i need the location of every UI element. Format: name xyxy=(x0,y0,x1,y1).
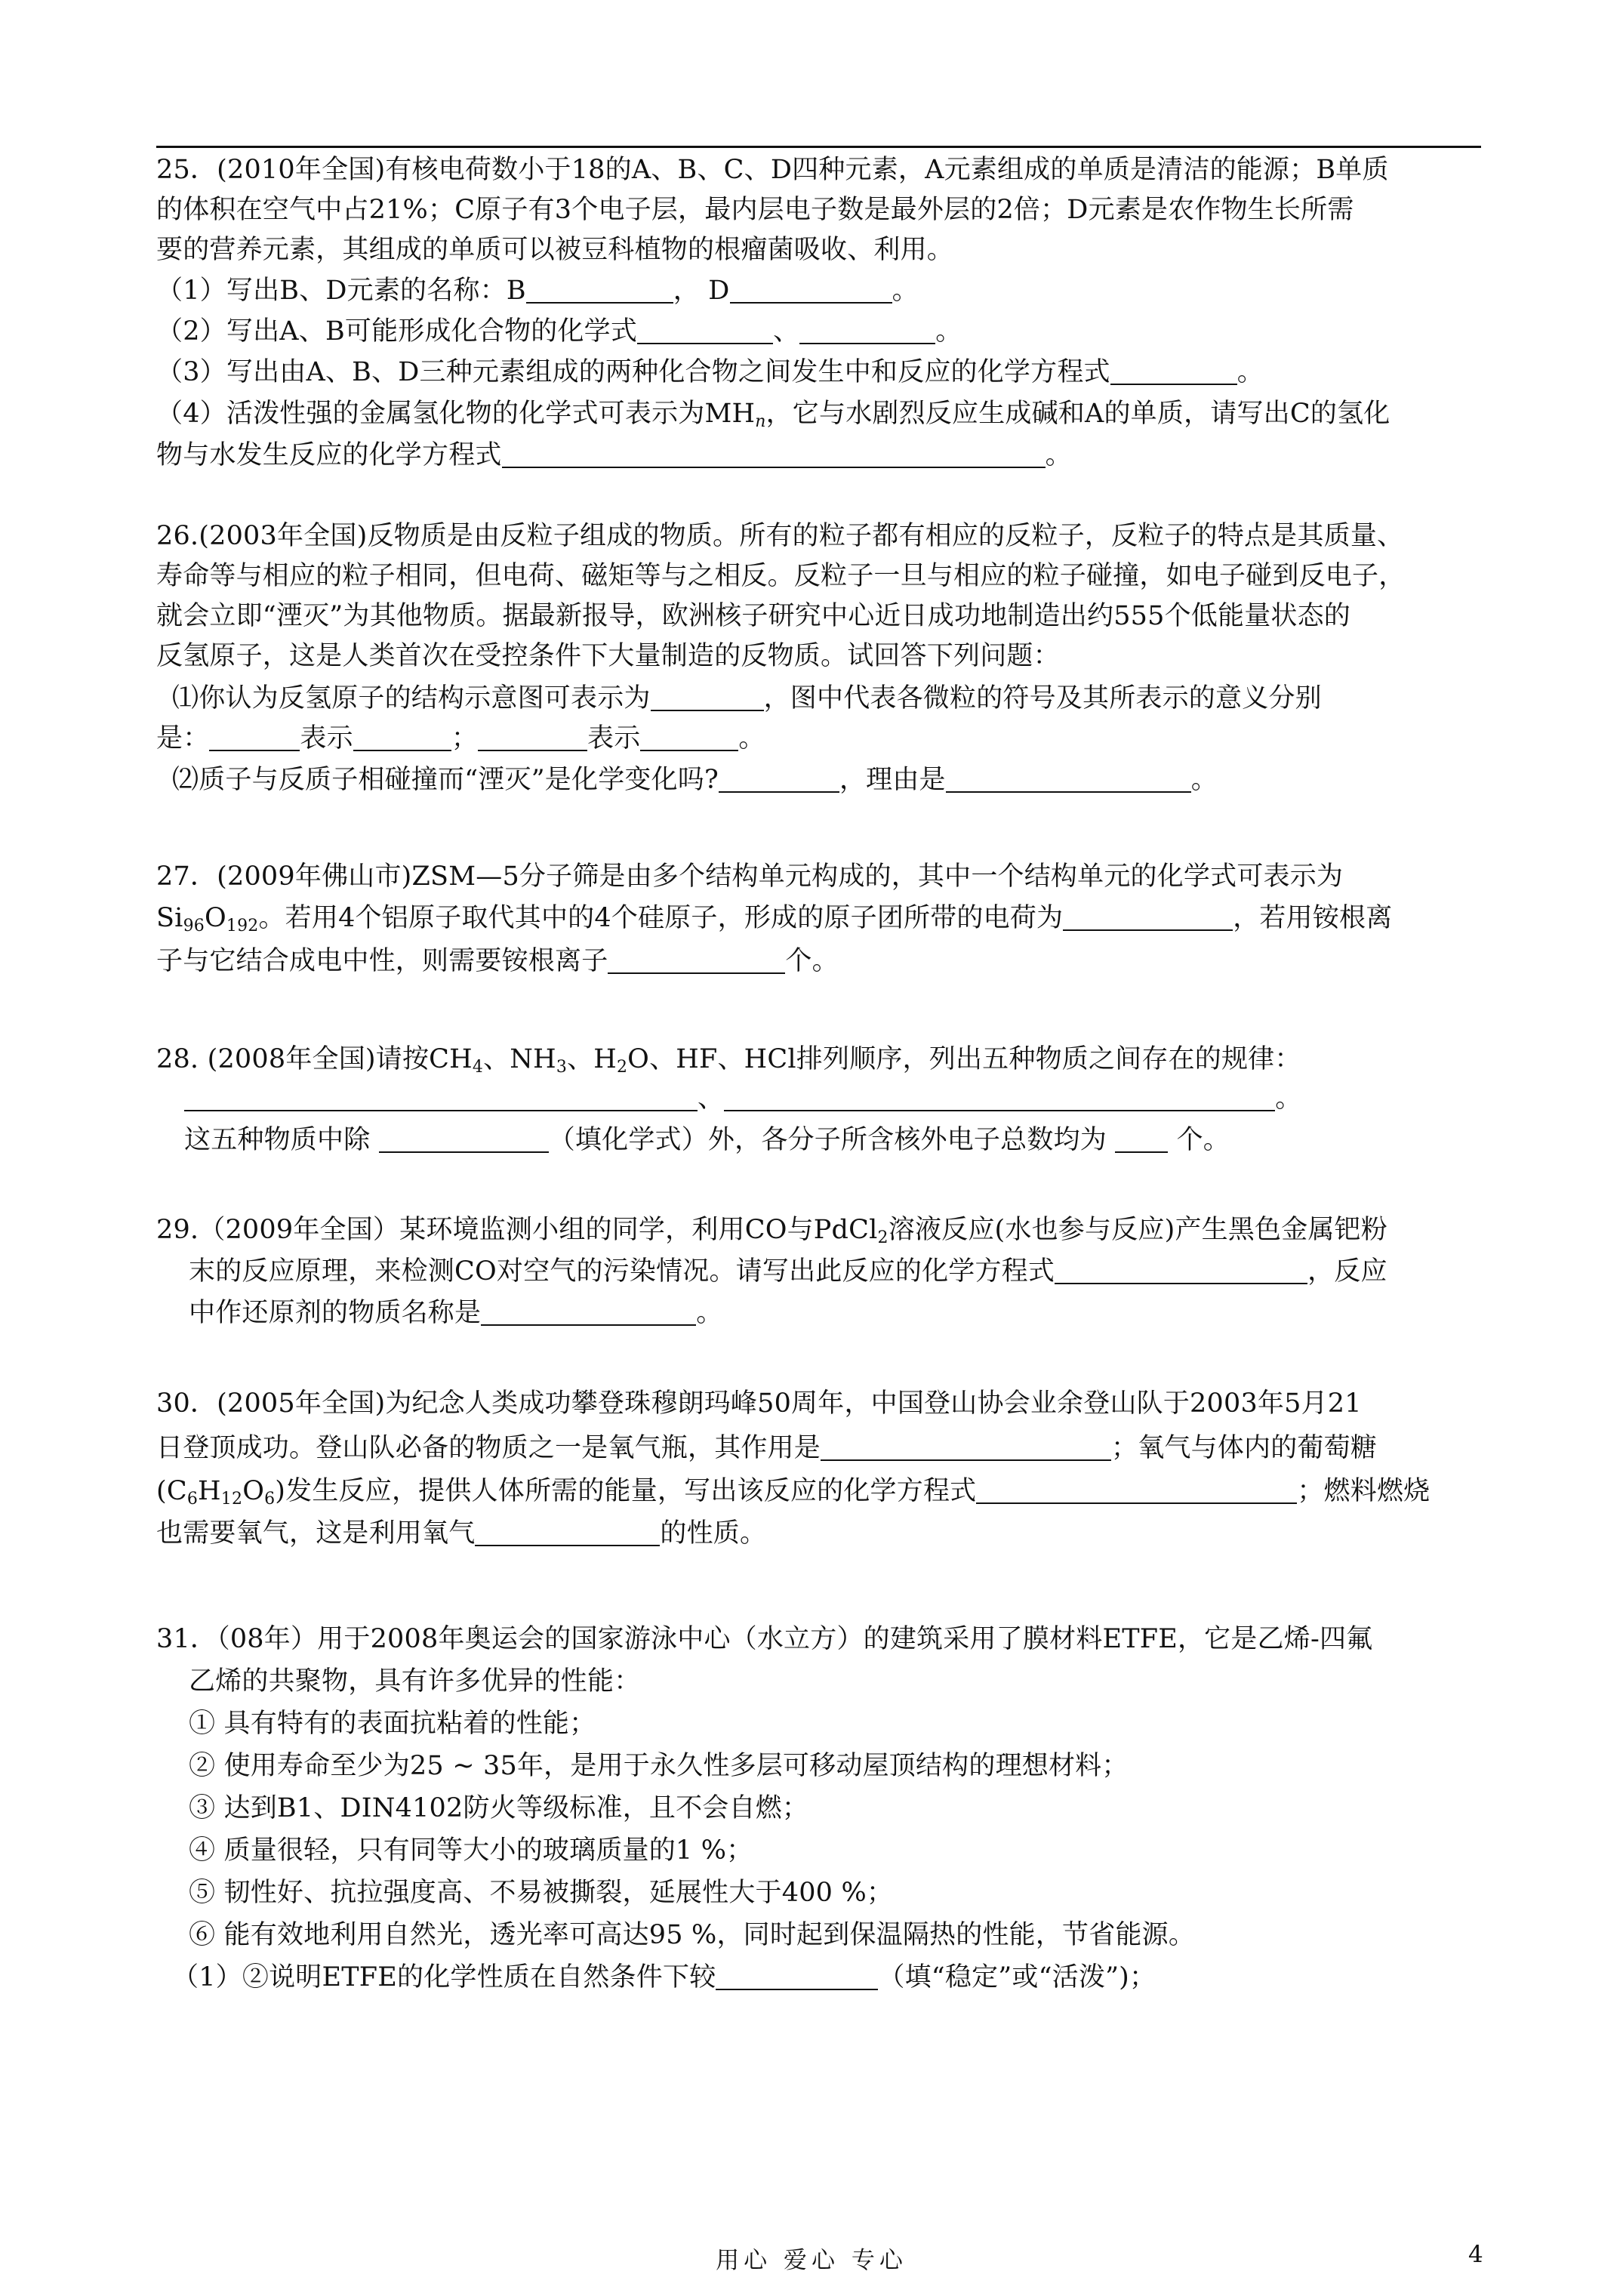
q26-part-1-text-d: 表示 xyxy=(300,723,353,754)
q25-part-3 xyxy=(156,355,1264,390)
q31-part-1-end: （填“稳定”或“活泼”)； xyxy=(878,1962,1156,1992)
q28-sub-3: 2 xyxy=(616,1058,628,1077)
q26-part-1-text-c: 是： xyxy=(156,723,210,754)
q25-part-2-text: （2）写出A、B可能形成化合物的化学式 xyxy=(156,316,638,347)
q27-line-3-end: 个。 xyxy=(785,946,839,976)
q30-line-3-text: )发生反应，提供人体所需的能量，写出该反应的化学方程式 xyxy=(275,1476,977,1506)
q26-line-4: 反氢原子，这是人类首次在受控条件下大量制造的反物质。试回答下列问题： xyxy=(156,641,1060,671)
answer-blank[interactable] xyxy=(719,764,839,793)
q28-text-a: 28. (2008年全国)请按CH xyxy=(156,1044,473,1074)
q31-item: ① 具有特有的表面抗粘着的性能； xyxy=(189,1709,596,1739)
q28-line-1 xyxy=(156,1042,1301,1077)
q25-line-1: 25．(2010年全国)有核电荷数小于18的A、B、C、D四种元素，A元素组成的单质是清洁的能源；B单质 xyxy=(156,155,1389,185)
q25-part-3-text: （3）写出由A、B、D三种元素组成的两种化合物之间发生中和反应的化学方程式 xyxy=(156,357,1110,387)
q26-part-2 xyxy=(172,763,1218,797)
q25-part-2-sep: 、 xyxy=(773,316,800,347)
q25-part-4-sub: n xyxy=(755,412,766,431)
q25-part-4-text: （4）活泼性强的金属氢化物的化学式可表示为MH xyxy=(156,399,756,429)
q25-part-1-text: （1）写出B、D元素的名称：B xyxy=(156,276,526,306)
q29-line-2 xyxy=(189,1254,1387,1289)
answer-blank[interactable] xyxy=(379,1124,549,1153)
q29-text-a: 29.（2009年全国）某环境监测小组的同学，利用CO与PdCl xyxy=(156,1215,878,1245)
q25-part-4-line-2 xyxy=(156,438,1072,473)
answer-blank[interactable] xyxy=(481,1297,696,1326)
answer-blank[interactable] xyxy=(637,316,773,344)
answer-blank[interactable] xyxy=(478,723,587,751)
q30-sub-2: 12 xyxy=(220,1490,243,1509)
q30-line-4-end: 的性质。 xyxy=(660,1518,767,1549)
q27-line-3-text: 子与它结合成电中性，则需要铵根离子 xyxy=(156,946,608,976)
q26-part-1-end: 。 xyxy=(738,723,765,754)
q31-line-2: 乙烯的共聚物，具有许多优异的性能： xyxy=(189,1666,641,1697)
q27-formula-o: O xyxy=(204,903,226,933)
answer-blank[interactable] xyxy=(608,945,785,974)
q30-line-3 xyxy=(156,1474,1430,1509)
q25-part-2-end: 。 xyxy=(935,316,962,347)
answer-blank[interactable] xyxy=(640,723,738,751)
q26-part-1-line-2 xyxy=(156,721,765,756)
answer-blank[interactable] xyxy=(1110,356,1237,385)
q30-h: H xyxy=(198,1476,221,1506)
q30-line-3-end: ；燃料燃烧 xyxy=(1297,1476,1431,1506)
q26-part-1-text: ⑴你认为反氢原子的结构示意图可表示为 xyxy=(172,683,651,713)
q25-part-1 xyxy=(156,273,919,308)
page-number: 4 xyxy=(1468,2241,1483,2268)
answer-blank[interactable] xyxy=(651,683,764,711)
q27-formula-sub-2: 192 xyxy=(226,917,259,935)
answer-blank[interactable] xyxy=(526,275,673,304)
q25-line-2: 的体积在空气中占21%；C原子有3个电子层，最内层电子数是最外层的2倍；D元素是农作物生长所需 xyxy=(156,195,1354,225)
q29-line-3 xyxy=(189,1296,722,1330)
q28-line-2-end: 。 xyxy=(1275,1083,1302,1114)
q28-line-3 xyxy=(184,1123,1230,1157)
q31-item: ④ 质量很轻，只有同等大小的玻璃质量的1 %； xyxy=(189,1835,753,1866)
answer-blank[interactable] xyxy=(976,1475,1297,1504)
q30-line-4-text: 也需要氧气，这是利用氧气 xyxy=(156,1518,476,1549)
q31-part-1-text: （1）②说明ETFE的化学性质在自然条件下较 xyxy=(172,1962,716,1992)
answer-blank[interactable] xyxy=(209,723,300,751)
answer-blank[interactable] xyxy=(1063,902,1233,931)
answer-blank[interactable] xyxy=(1055,1256,1307,1284)
q27-line-3 xyxy=(156,944,839,978)
q29-line-2-end: ，反应 xyxy=(1307,1256,1387,1287)
q26-part-2-text-b: ，理由是 xyxy=(839,765,946,795)
answer-blank[interactable] xyxy=(184,1083,698,1111)
q28-line-3-end: 个。 xyxy=(1168,1125,1230,1155)
q30-c: (C xyxy=(156,1476,187,1506)
answer-blank[interactable] xyxy=(475,1518,660,1546)
q27-formula-sub-1: 96 xyxy=(183,917,205,935)
answer-blank[interactable] xyxy=(821,1432,1111,1461)
q28-line-2-sep: 、 xyxy=(698,1083,725,1114)
q31-item: ⑥ 能有效地利用自然光，透光率可高达95 %，同时起到保温隔热的性能，节省能源。 xyxy=(189,1920,1196,1950)
q31-part-1 xyxy=(172,1960,1156,1995)
q28-line-3-text: 这五种物质中除 xyxy=(184,1125,379,1155)
q25-part-4-text-b: ，它与水剧烈反应生成碱和A的单质，请写出C的氢化 xyxy=(765,399,1390,429)
answer-blank[interactable] xyxy=(946,764,1191,793)
q30-sub-3: 6 xyxy=(264,1490,276,1509)
q29-line-3-end: 。 xyxy=(696,1298,723,1328)
q31-line-1: 31．（08年）用于2008年奥运会的国家游泳中心（水立方）的建筑采用了膜材料ETFE，它是乙烯-四氟 xyxy=(156,1624,1373,1654)
q29-sub: 2 xyxy=(877,1228,888,1247)
q25-part-1-sep: ， D xyxy=(673,276,730,306)
q29-line-3-text: 中作还原剂的物质名称是 xyxy=(189,1298,482,1328)
q26-part-1-text-f: 表示 xyxy=(587,723,641,754)
q25-part-1-end: 。 xyxy=(892,276,919,306)
answer-blank[interactable] xyxy=(1115,1124,1168,1153)
q25-part-4-text-c: 物与水发生反应的化学方程式 xyxy=(156,440,502,470)
q26-line-2: 寿命等与相应的粒子相同，但电荷、磁矩等与之相反。反粒子一旦与相应的粒子碰撞，如电子碰到反电子， xyxy=(156,561,1406,591)
q30-line-2 xyxy=(156,1431,1377,1465)
answer-blank[interactable] xyxy=(502,439,1046,468)
q28-text-c: 、H xyxy=(567,1044,617,1074)
q25-line-3: 要的营养元素，其组成的单质可以被豆科植物的根瘤菌吸收、利用。 xyxy=(156,235,954,265)
answer-blank[interactable] xyxy=(353,723,451,751)
header-rule xyxy=(156,146,1481,148)
q26-part-1-text-b: ，图中代表各微粒的符号及其所表示的意义分别 xyxy=(763,683,1322,713)
q26-part-1 xyxy=(172,681,1322,716)
q28-text-b: 、NH xyxy=(483,1044,556,1074)
q28-line-2 xyxy=(184,1081,1301,1116)
answer-blank[interactable] xyxy=(716,1962,878,1990)
q25-part-2 xyxy=(156,314,962,349)
q28-sub-2: 3 xyxy=(556,1058,568,1077)
q26-part-2-end: 。 xyxy=(1190,765,1218,795)
answer-blank[interactable] xyxy=(730,275,892,304)
answer-blank[interactable] xyxy=(724,1083,1275,1111)
q29-line-1 xyxy=(156,1213,1387,1247)
q26-line-1: 26.(2003年全国)反物质是由反粒子组成的物质。所有的粒子都有相应的反粒子，反粒子的特点是其质量、 xyxy=(156,521,1404,551)
q25-part-4-end: 。 xyxy=(1045,440,1072,470)
q25-part-3-end: 。 xyxy=(1236,357,1264,387)
q27-line-2 xyxy=(156,901,1392,935)
q28-line-3-text-b: （填化学式）外，各分子所含核外电子总数均为 xyxy=(548,1125,1116,1155)
q26-part-1-text-e: ； xyxy=(451,723,479,754)
q30-line-2-end: ；氧气与体内的葡萄糖 xyxy=(1111,1433,1378,1463)
q31-item: ② 使用寿命至少为25 ~ 35年，是用于永久性多层可移动屋顶结构的理想材料； xyxy=(189,1751,1129,1781)
q30-line-4 xyxy=(156,1516,766,1551)
q31-item: ⑤ 韧性好、抗拉强度高、不易被撕裂，延展性大于400 %； xyxy=(189,1878,894,1908)
page-footer: 用心 爱心 专心 xyxy=(716,2247,907,2274)
q27-line-2-text: 。若用4个铝原子取代其中的4个硅原子，形成的原子团所带的电荷为 xyxy=(258,903,1064,933)
q28-text-d: O、HF、HCl排列顺序，列出五种物质之间存在的规律： xyxy=(627,1044,1301,1074)
q27-line-2-end: ，若用铵根离 xyxy=(1233,903,1393,933)
answer-blank[interactable] xyxy=(799,316,935,344)
q30-sub-1: 6 xyxy=(186,1490,199,1509)
q26-line-3: 就会立即“湮灭”为其他物质。据最新报导，欧洲核子研究中心近日成功地制造出约555个低能量状态的 xyxy=(156,601,1350,631)
q30-line-2-text: 日登顶成功。登山队必备的物质之一是氧气瓶，其作用是 xyxy=(156,1433,821,1463)
q31-item: ③ 达到B1、DIN4102防火等级标准，且不会自燃； xyxy=(189,1793,809,1823)
q29-text-b: 溶液反应(水也参与反应)产生黑色金属钯粉 xyxy=(888,1215,1388,1245)
q26-part-2-text: ⑵质子与反质子相碰撞而“湮灭”是化学变化吗? xyxy=(172,765,719,795)
q25-part-4 xyxy=(156,396,1390,431)
q27-line-1: 27．(2009年佛山市)ZSM—5分子筛是由多个结构单元构成的，其中一个结构单元的化学式可表示为 xyxy=(156,861,1344,892)
q29-line-2-text: 末的反应原理，来检测CO对空气的污染情况。请写出此反应的化学方程式 xyxy=(189,1256,1055,1287)
q30-line-1: 30．(2005年全国)为纪念人类成功攀登珠穆朗玛峰50周年，中国登山协会业余登山队于2003年5月21 xyxy=(156,1388,1362,1419)
q27-formula-si: Si xyxy=(156,903,183,933)
q28-sub-1: 4 xyxy=(472,1058,484,1077)
q30-o: O xyxy=(242,1476,265,1506)
